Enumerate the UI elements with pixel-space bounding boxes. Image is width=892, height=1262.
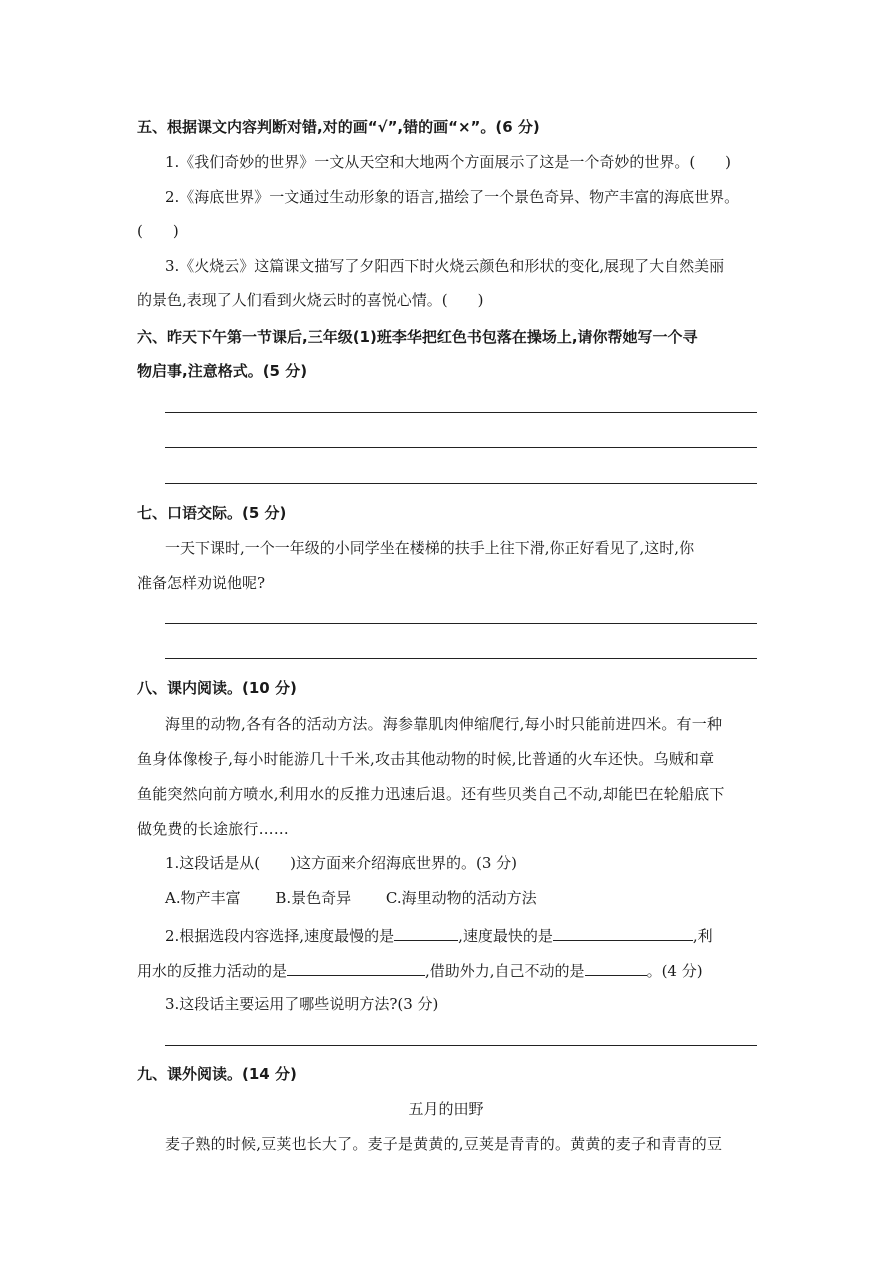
q5-item-2: 2.《海底世界》一文通过生动形象的语言,描绘了一个景色奇异、物产丰富的海底世界。: [165, 188, 740, 206]
q7-answer-line-1[interactable]: [165, 623, 757, 624]
q8-sub-2-cont: [137, 959, 757, 981]
q6-answer-line-2[interactable]: [165, 447, 757, 448]
q8-passage-line-2: 鱼身体像梭子,每小时能游几十千米,攻击其他动物的时候,比普通的火车还快。乌贼和章: [137, 750, 715, 768]
q7-answer-line-2[interactable]: [165, 658, 757, 659]
q8-heading: 八、课内阅读。(10 分): [137, 679, 297, 697]
q9-passage-title: 五月的田野: [408, 1100, 484, 1118]
q8-sub-2-text-a: 2.根据选段内容选择,速度最慢的是: [165, 927, 395, 945]
q8-blank-reaction[interactable]: [287, 959, 425, 976]
q8-answer-line[interactable]: [165, 1045, 757, 1046]
q5-item-3: 3.《火烧云》这篇课文描写了夕阳西下时火烧云颜色和形状的变化,展现了大自然美丽: [165, 257, 725, 275]
q5-item-1: 1.《我们奇妙的世界》一文从天空和大地两个方面展示了这是一个奇妙的世界。( ): [165, 153, 732, 171]
q5-item-2-answer: ( ): [137, 222, 179, 240]
q6-heading-cont: 物启事,注意格式。(5 分): [137, 362, 308, 380]
q9-heading: 九、课外阅读。(14 分): [137, 1065, 297, 1083]
q5-item-3-cont: 的景色,表现了人们看到火烧云时的喜悦心情。( ): [137, 291, 484, 309]
q8-sub-2-text-f: 。(4 分): [646, 962, 703, 980]
q8-sub-2-text-d: 用水的反推力活动的是: [137, 962, 288, 980]
q8-sub-2-text-b: ,速度最快的是: [458, 927, 553, 945]
q6-answer-line-3[interactable]: [165, 483, 757, 484]
q8-sub-2: [165, 924, 757, 946]
q9-passage-line-1: 麦子熟的时候,豆荚也长大了。麦子是黄黄的,豆荚是青青的。黄黄的麦子和青青的豆: [165, 1135, 723, 1153]
q8-sub-3: 3.这段话主要运用了哪些说明方法?(3 分): [165, 995, 439, 1013]
q8-passage-line-3: 鱼能突然向前方喷水,利用水的反推力迅速后退。还有些贝类自己不动,却能巴在轮船底下: [137, 785, 725, 803]
q7-prompt-cont: 准备怎样劝说他呢?: [137, 574, 266, 592]
q8-blank-external[interactable]: [585, 959, 647, 976]
q8-blank-slowest[interactable]: [394, 924, 458, 941]
q8-blank-fastest[interactable]: [553, 924, 693, 941]
q8-sub-1: 1.这段话是从( )这方面来介绍海底世界的。(3 分): [165, 854, 518, 872]
q5-heading: 五、根据课文内容判断对错,对的画“√”,错的画“×”。(6 分): [137, 118, 540, 136]
q8-passage-line-4: 做免费的长途旅行……: [137, 820, 290, 838]
q8-sub-2-text-c: ,利: [692, 927, 713, 945]
q8-sub-2-text-e: ,借助外力,自己不动的是: [425, 962, 585, 980]
q8-passage-line-1: 海里的动物,各有各的活动方法。海参靠肌肉伸缩爬行,每小时只能前进四米。有一种: [165, 715, 723, 733]
q7-prompt: 一天下课时,一个一年级的小同学坐在楼梯的扶手上往下滑,你正好看见了,这时,你: [165, 539, 695, 557]
q6-answer-line-1[interactable]: [165, 412, 757, 413]
q8-sub-1-options: A.物产丰富 B.景色奇异 C.海里动物的活动方法: [165, 889, 537, 907]
q7-heading: 七、口语交际。(5 分): [137, 504, 287, 522]
q6-heading: 六、昨天下午第一节课后,三年级(1)班李华把红色书包落在操场上,请你帮她写一个寻: [137, 328, 698, 346]
